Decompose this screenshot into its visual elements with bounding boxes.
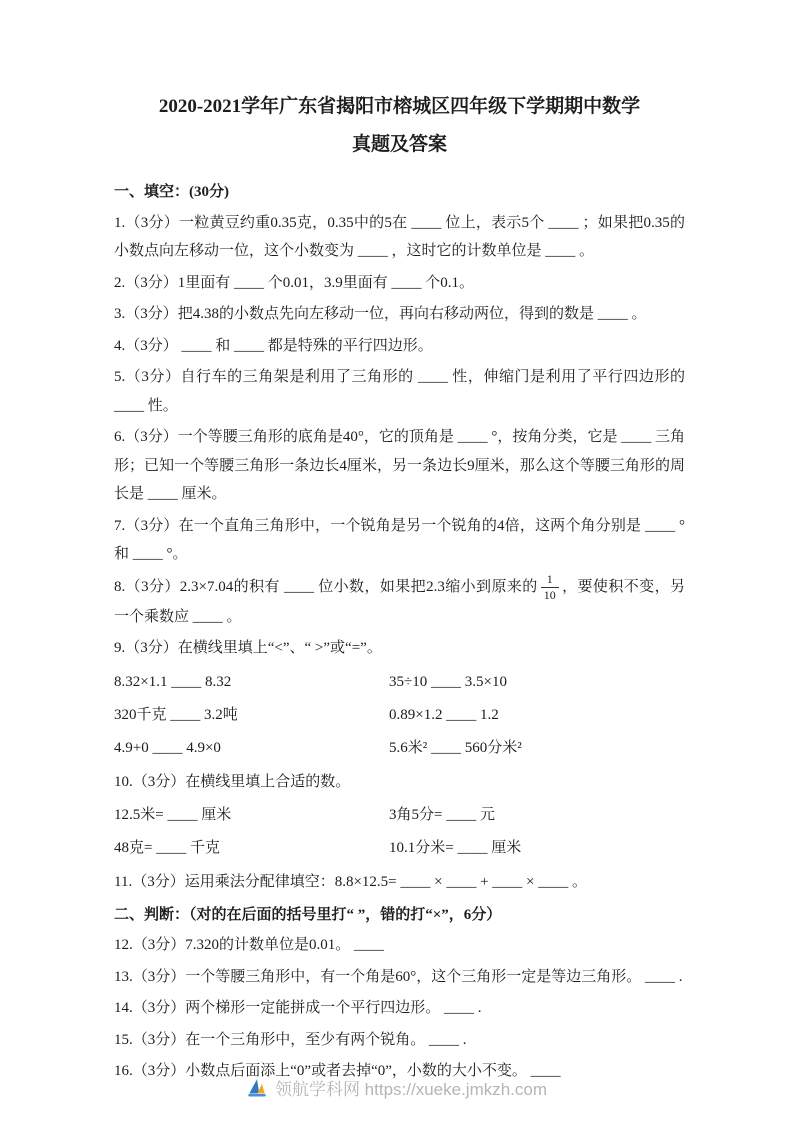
fraction-numerator: 1 bbox=[541, 572, 559, 588]
conversion-item: 3角5分= ____ 元 bbox=[389, 807, 495, 823]
question-4: 4.（3分） ____ 和 ____ 都是特殊的平行四边形。 bbox=[114, 337, 433, 354]
page-title-line2: 真题及答案 bbox=[351, 134, 447, 155]
question-16: 16.（3分）小数点后面添上“0”或者去掉“0”，小数的大小不变。 ____ bbox=[114, 1063, 561, 1079]
conversion-item: 10.1分米= ____ 厘米 bbox=[389, 840, 522, 856]
fraction-denominator: 10 bbox=[543, 587, 556, 602]
comparison-item: 8.32×1.1 ____ 8.32 bbox=[114, 673, 232, 690]
question-9-comparisons bbox=[114, 666, 685, 765]
question-14: 14.（3分）两个梯形一定能拼成一个平行四边形。 ____ . bbox=[114, 1000, 482, 1016]
xueke-site-logo-icon bbox=[246, 1077, 268, 1099]
question-8-text-pre: 8.（3分）2.3×7.04的积有 ____ 位小数，如果把2.3缩小到原来的 bbox=[114, 578, 538, 595]
question-15: 15.（3分）在一个三角形中，至少有两个锐角。 ____ . bbox=[114, 1031, 467, 1048]
question-6: 6.（3分）一个等腰三角形的底角是40°，它的顶角是 ____ °，按角分类，它是 ____ 三角形；已知一个等腰三角形一条边长4厘米，另一条边长9厘米，那么这个等腰三角形的周长是 ____ 厘米。 bbox=[114, 429, 685, 502]
question-8-text-post: ，要使积不变，另一个乘数应 ____ 。 bbox=[114, 578, 685, 625]
watermark-footer bbox=[0, 1075, 793, 1100]
conversion-item: 12.5米= ____ 厘米 bbox=[114, 807, 232, 823]
comparison-item: 35÷10 ____ 3.5×10 bbox=[389, 673, 507, 690]
question-2: 2.（3分）1里面有 ____ 个0.01，3.9里面有 ____ 个0.1。 bbox=[114, 274, 475, 291]
question-7: 7.（3分）在一个直角三角形中，一个锐角是另一个锐角的4倍，这两个角分别是 ____ °和 ____ °。 bbox=[114, 517, 685, 562]
question-3: 3.（3分）把4.38的小数点先向左移动一位，再向右移动两位，得到的数是 ____ 。 bbox=[114, 306, 647, 322]
question-11: 11.（3分）运用乘法分配律填空：8.8×12.5= ____ × ____ + ____ × ____ 。 bbox=[114, 874, 587, 890]
comparison-item: 320千克 ____ 3.2吨 bbox=[114, 706, 238, 723]
question-12: 12.（3分）7.320的计数单位是0.01。 ____ bbox=[114, 937, 385, 953]
section-header-fill-in: 一、填空：(30分) bbox=[114, 184, 229, 200]
question-8 bbox=[114, 572, 685, 632]
question-9-intro: 9.（3分）在横线里填上“<”、“ >”或“=”。 bbox=[114, 640, 382, 656]
page-title-line1: 2020-2021学年广东省揭阳市榕城区四年级下学期期中数学 bbox=[158, 96, 641, 117]
fraction-one-tenth bbox=[541, 572, 559, 603]
watermark-text: 领航学科网 https://xueke.jmkzh.com bbox=[274, 1080, 548, 1099]
section-header-judgement: 二、判断：（对的在后面的括号里打“ ”，错的打“×”，6分） bbox=[114, 906, 502, 923]
question-10-conversions bbox=[114, 799, 685, 865]
question-10-intro: 10.（3分）在横线里填上合适的数。 bbox=[114, 773, 351, 790]
comparison-item: 4.9+0 ____ 4.9×0 bbox=[114, 739, 221, 756]
conversion-item: 48克= ____ 千克 bbox=[114, 840, 220, 856]
question-5: 5.（3分）自行车的三角架是利用了三角形的 ____ 性，伸缩门是利用了平行四边形的 ____ 性。 bbox=[114, 369, 685, 414]
question-13: 13.（3分）一个等腰三角形中，有一个角是60°，这个三角形一定是等边三角形。 ____ . bbox=[114, 968, 683, 985]
comparison-item: 5.6米² ____ 560分米² bbox=[389, 739, 522, 756]
page-title bbox=[114, 88, 685, 164]
comparison-item: 0.89×1.2 ____ 1.2 bbox=[389, 706, 499, 723]
question-1: 1.（3分）一粒黄豆约重0.35克，0.35中的5在 ____ 位上，表示5个 ____ ；如果把0.35的小数点向左移动一位，这个小数变为 ____ ，这时它的计数单位是 ____ 。 bbox=[114, 214, 685, 259]
